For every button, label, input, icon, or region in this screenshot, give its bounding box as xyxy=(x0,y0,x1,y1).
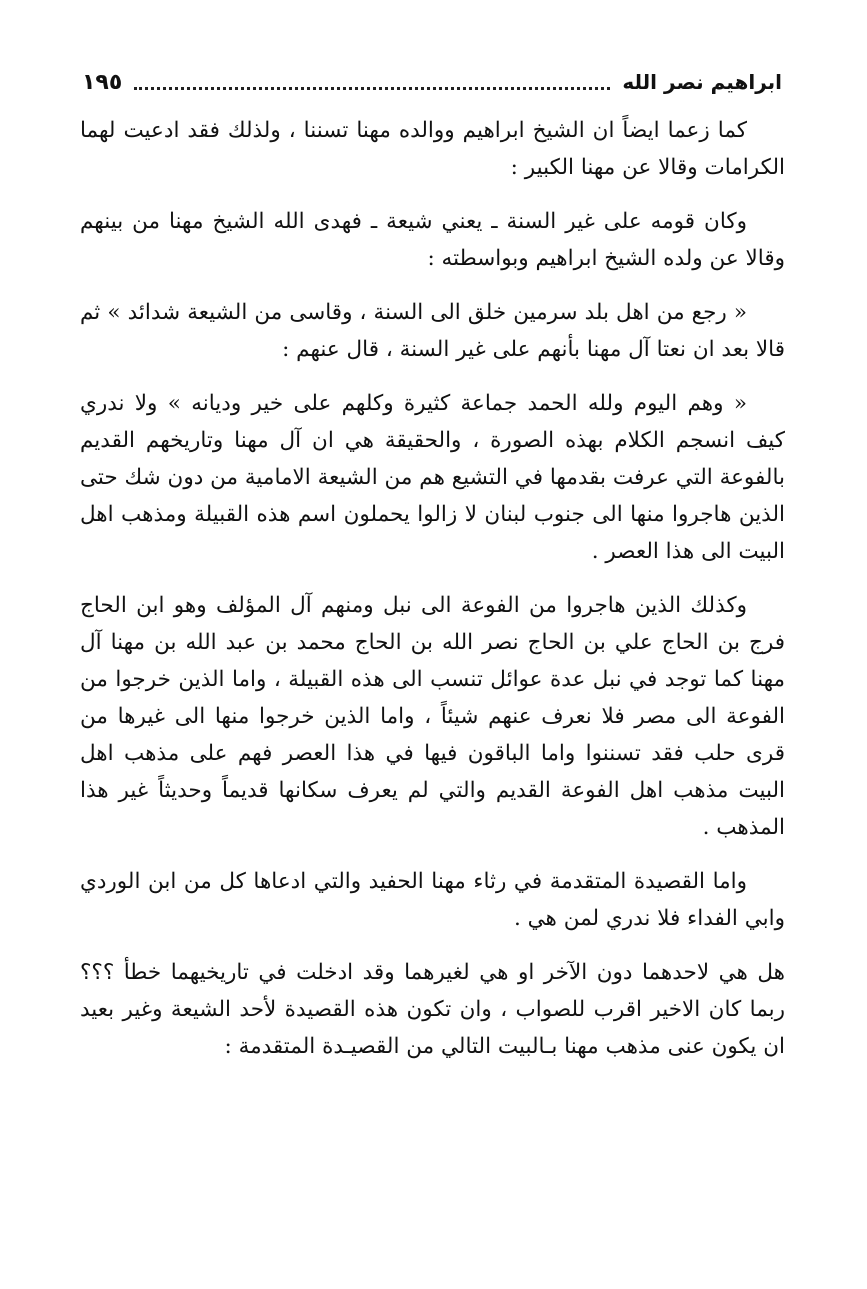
paragraph-5: وكذلك الذين هاجروا من الفوعة الى نبل ومنهم آل المؤلف وهو ابن الحاج فرج بن الحاج علي بن الحاج نصر الله بن الحاج محمد بن عبد الله بن مهنا آل مهنا كما توجد في نبل عدة عوائل تنسب الى هذه القبيلة ، واما الذين خرجوا من الفوعة الى مصر فلا نعرف عنهم شيئاً ، واما الذين خرجوا منها الى غيرها من قرى حلب فقد تسننوا واما الباقون فيها في هذا العصر فهم على مذهب اهل البيت مذهب اهل الفوعة القديم والتي لم يعرف سكانها قديماً وحديثاً غير هذا المذهب . xyxy=(80,593,785,840)
paragraph-1: كما زعما ايضاً ان الشيخ ابراهيم ووالده مهنا تسننا ، ولذلك فقد ادعيت لهما الكرامات وقالا عن مهنا الكبير : xyxy=(80,118,785,180)
paragraph-7: هل هي لاحدهما دون الآخر او هي لغيرهما وقد ادخلت في تاريخيهما خطأ ؟؟؟ ربما كان الاخير اقرب للصواب ، وان تكون هذه القصيدة لأحد الشيعة وغير بعيد ان يكون عنى مذهب مهنا بـالبيت التالي من القصيـدة المتقدمة : xyxy=(80,960,785,1059)
paragraph-6: واما القصيدة المتقدمة في رثاء مهنا الحفيد والتي ادعاها كل من ابن الوردي وابي الفداء فلا ندري لمن هي . xyxy=(80,869,785,931)
paragraph-2: وكان قومه على غير السنة ـ يعني شيعة ـ فهدى الله الشيخ مهنا من بينهم وقالا عن ولده الشيخ ابراهيم وبواسطته : xyxy=(80,209,785,271)
page-number: ١٩٥ xyxy=(82,69,123,95)
paragraph-3: « رجع من اهل بلد سرمين خلق الى السنة ، وقاسى من الشيعة شدائد » ثم قالا بعد ان نعتا آل مهنا بأنهم على غير السنة ، قال عنهم : xyxy=(80,300,785,362)
paragraph-4: « وهم اليوم ولله الحمد جماعة كثيرة وكلهم على خير وديانه » ولا ندري كيف انسجم الكلام بهذه الصورة ، والحقيقة هي ان آل مهنا وتاريخهم القديم بالفوعة التي عرفت بقدمها في التشيع هم من الشيعة الامامية من دون شك حتى الذين هاجروا منها الى جنوب لبنان لا زالوا يحملون اسم هذه القبيلة ومذهب اهل البيت الى هذا العصر . xyxy=(80,391,785,564)
leader-dots xyxy=(134,87,610,90)
running-header xyxy=(82,62,782,102)
header-title: ابراهيم نصر الله xyxy=(622,70,782,94)
body-text xyxy=(80,112,785,1082)
